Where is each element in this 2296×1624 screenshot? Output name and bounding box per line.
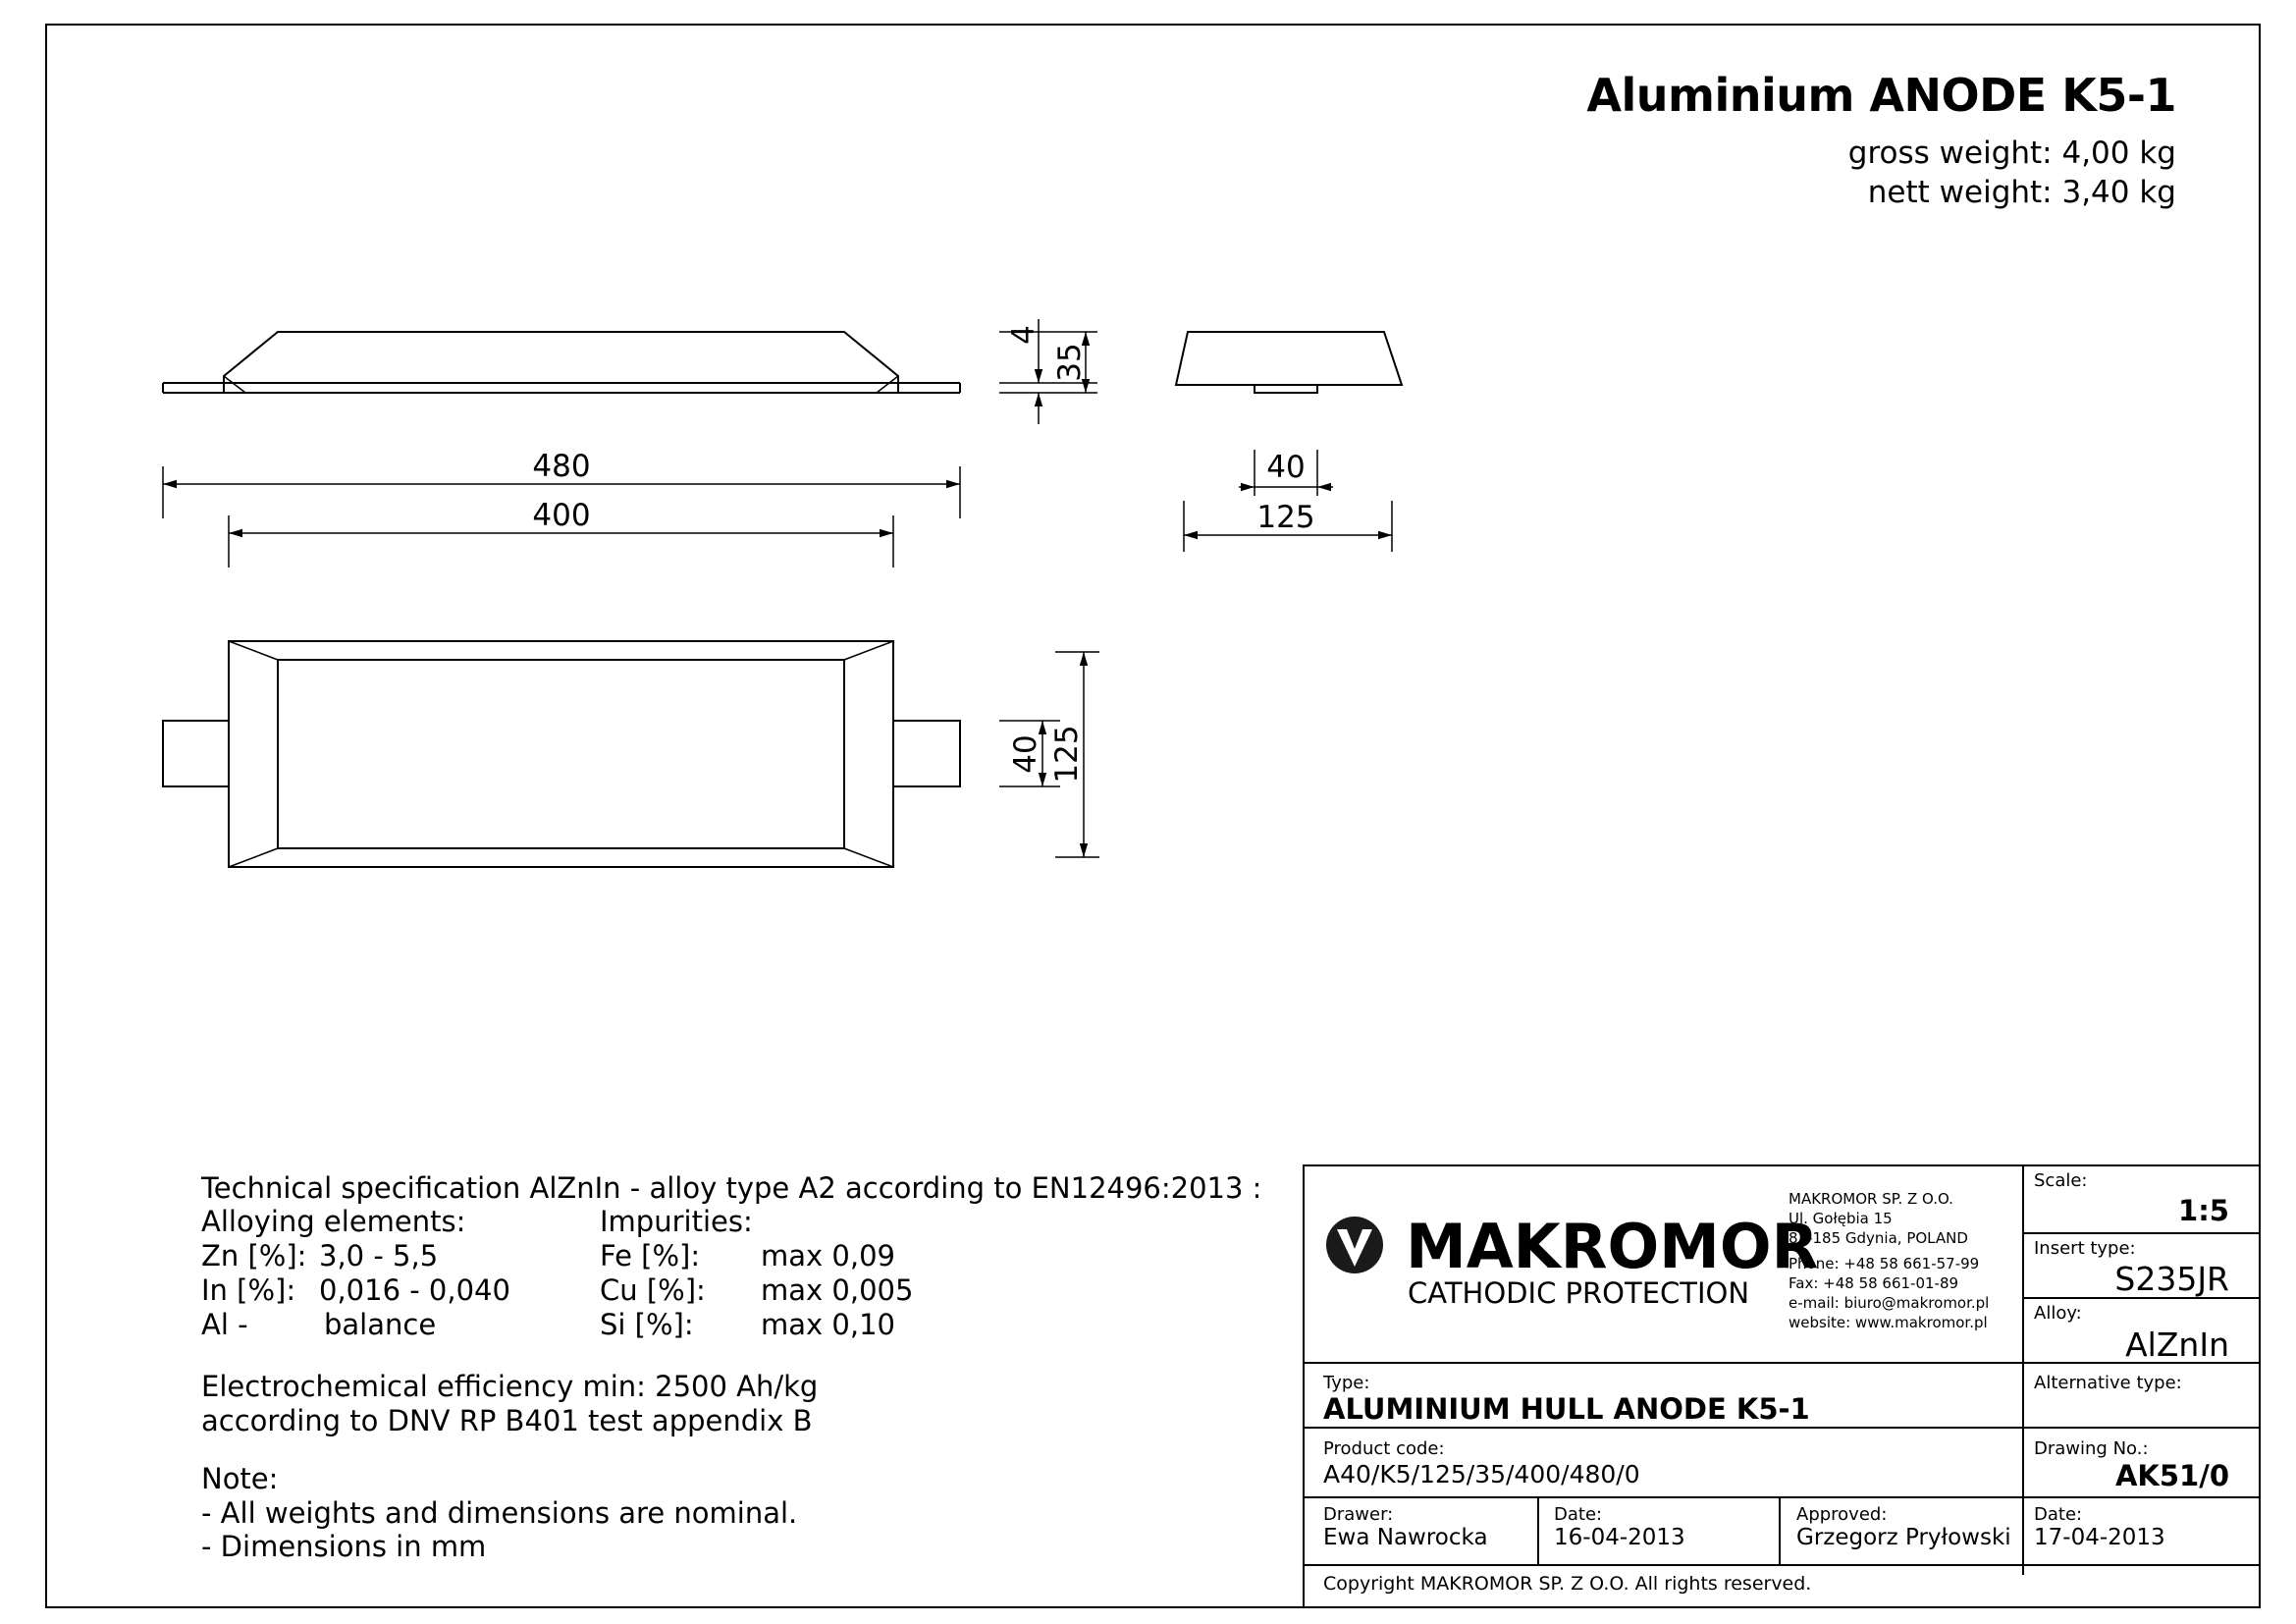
impurity-value: max 0,005 — [761, 1273, 914, 1307]
address-line: website: www.makromor.pl — [1789, 1314, 1988, 1331]
company-name: MAKROMOR — [1406, 1211, 1819, 1282]
makromor-logo-icon — [1326, 1217, 1383, 1273]
plan-view — [163, 641, 960, 867]
address-line: 81-185 Gdynia, POLAND — [1789, 1229, 1968, 1247]
dim-40-plan: 40 — [1008, 734, 1043, 774]
drawer-label: Drawer: — [1323, 1504, 1394, 1525]
address-line: Phone: +48 58 661-57-99 — [1789, 1255, 1980, 1272]
impurity-value: max 0,10 — [761, 1308, 895, 1341]
note-2: - Dimensions in mm — [201, 1530, 487, 1563]
dim-35: 35 — [1052, 343, 1088, 382]
dim-40-side: 40 — [1266, 450, 1306, 485]
company-address — [1789, 1189, 1989, 1332]
alloy-element: Al - — [201, 1308, 248, 1341]
address-line: e-mail: biuro@makromor.pl — [1789, 1294, 1990, 1312]
alloy-value: 3,0 - 5,5 — [319, 1239, 439, 1272]
efficiency-line-1: Electrochemical efficiency min: 2500 Ah/kg — [201, 1370, 819, 1403]
date-approved-label: Date: — [2034, 1504, 2083, 1525]
note-heading: Note: — [201, 1462, 279, 1495]
alloy-element: Zn [%]: — [201, 1239, 307, 1272]
product-code-value: A40/K5/125/35/400/480/0 — [1323, 1460, 1640, 1489]
side-view — [1176, 332, 1402, 393]
impurity-element: Fe [%]: — [600, 1239, 701, 1272]
alloy-label: Alloy: — [2034, 1303, 2082, 1324]
drawing-no-value: AK51/0 — [2114, 1459, 2229, 1492]
dim-125-plan: 125 — [1049, 725, 1085, 784]
spec-heading: Technical specification AlZnIn - alloy type A2 according to EN12496:2013 : — [201, 1171, 1262, 1205]
dim-400: 400 — [532, 498, 591, 533]
gross-weight: gross weight: 4,00 kg — [1847, 135, 2176, 171]
scale-value: 1:5 — [2178, 1194, 2229, 1227]
dim-125-side: 125 — [1256, 500, 1315, 535]
insert-type-value: S235JR — [2114, 1260, 2229, 1298]
scale-label: Scale: — [2034, 1170, 2088, 1191]
drawer-value: Ewa Nawrocka — [1323, 1525, 1488, 1550]
address-line: Ul. Gołębia 15 — [1789, 1210, 1893, 1227]
note-1: - All weights and dimensions are nominal. — [201, 1496, 798, 1530]
approved-label: Approved: — [1796, 1504, 1888, 1525]
impurity-element: Cu [%]: — [600, 1273, 706, 1307]
alloy-element: In [%]: — [201, 1273, 296, 1307]
alloying-header: Alloying elements: — [201, 1205, 466, 1238]
alloy-value: AlZnIn — [2125, 1326, 2229, 1364]
copyright-notice: Copyright MAKROMOR SP. Z O.O. All rights reserved. — [1323, 1573, 1812, 1595]
alloy-value: 0,016 - 0,040 — [319, 1273, 510, 1307]
nett-weight: nett weight: 3,40 kg — [1867, 175, 2176, 210]
page-title: Aluminium ANODE K5-1 — [1586, 69, 2176, 122]
date-drawn-label: Date: — [1554, 1504, 1603, 1525]
efficiency-line-2: according to DNV RP B401 test appendix B — [201, 1404, 813, 1437]
company-tagline: CATHODIC PROTECTION — [1408, 1276, 1750, 1310]
address-line: MAKROMOR SP. Z O.O. — [1789, 1190, 1953, 1208]
dim-480: 480 — [532, 449, 591, 484]
product-code-label: Product code: — [1323, 1438, 1445, 1459]
front-view-dimensions — [163, 319, 1097, 568]
type-value: ALUMINIUM HULL ANODE K5-1 — [1323, 1392, 1810, 1426]
front-view — [163, 332, 960, 393]
date-drawn-value: 16-04-2013 — [1554, 1525, 1685, 1550]
dim-4: 4 — [1006, 325, 1041, 345]
address-line: Fax: +48 58 661-01-89 — [1789, 1274, 1959, 1292]
approved-value: Grzegorz Pryłowski — [1796, 1525, 2011, 1550]
impurity-value: max 0,09 — [761, 1239, 895, 1272]
alloy-value: balance — [324, 1308, 437, 1341]
drawing-no-label: Drawing No.: — [2034, 1438, 2149, 1459]
type-label: Type: — [1323, 1373, 1370, 1393]
insert-type-label: Insert type: — [2034, 1238, 2136, 1259]
impurities-header: Impurities: — [600, 1205, 753, 1238]
alternative-type-label: Alternative type: — [2034, 1373, 2182, 1393]
date-approved-value: 17-04-2013 — [2034, 1525, 2165, 1550]
impurity-element: Si [%]: — [600, 1308, 694, 1341]
